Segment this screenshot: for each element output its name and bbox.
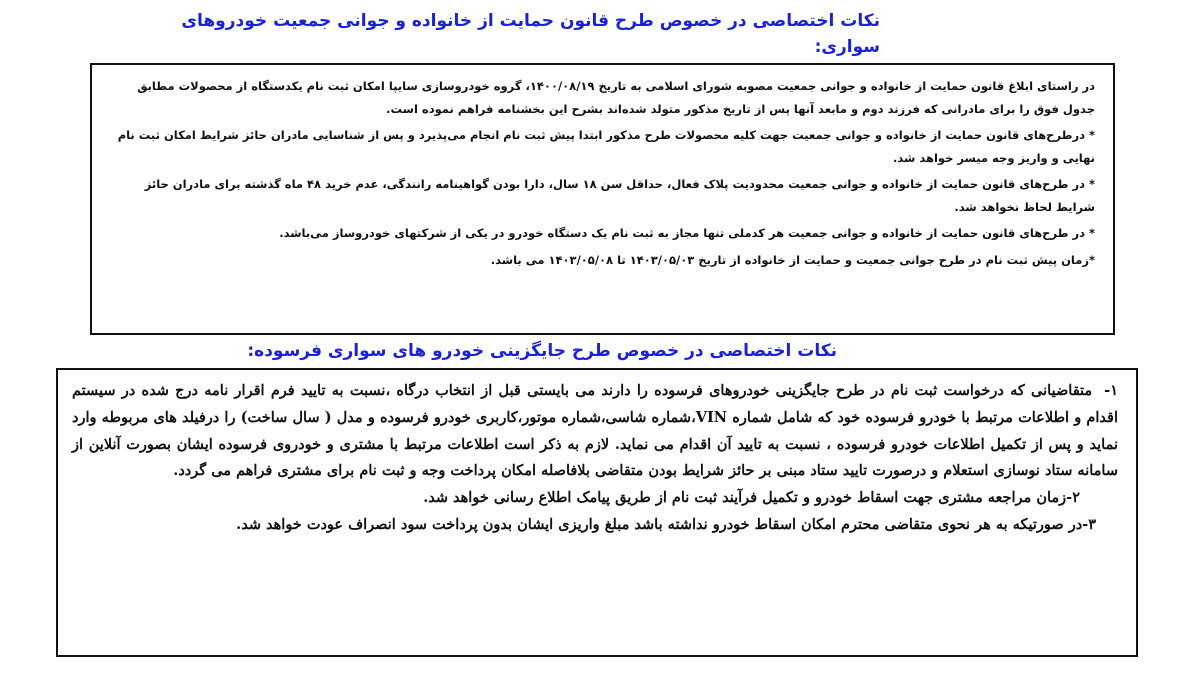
notes-paragraph-restrictions: * در طرح‌های قانون حمایت از خانواده و جوانی جمعیت محدودیت پلاک فعال، حداقل سن ۱۸ سال، دارا بودن گواهینامه رانندگی، عدم خرید ۴۸ ماه گذشته برای مادران حائز شرایط لحاظ نخواهد شد.: [144, 177, 1095, 214]
old-car-replacement-notes-box: [56, 368, 1138, 657]
replacement-item-1: [72, 378, 1118, 485]
replacement-item-2: ۲-زمان مراجعه مشتری جهت اسقاط خودرو و تکمیل فرآیند ثبت نام از طریق پیامک اطلاع رسانی خواهد شد.: [423, 489, 1080, 507]
notes-paragraph-pre-registration: * درطرح‌های قانون حمایت از خانواده و جوانی جمعیت جهت کلیه محصولات طرح مذکور ابتدا پیش ثبت نام انجام می‌پذیرد و پس از شناسایی مادران حائز شرایط امکان ثبت نام نهایی و واریز وجه میسر خواهد شد.: [117, 128, 1095, 165]
section-heading-family-youth: نکات اختصاصی در خصوص طرح قانون حمایت از خانواده و جوانی جمعیت خودروهای سواری:: [181, 11, 880, 57]
replacement-item-3: ۳-در صورتیکه به هر نحوی متقاضی محترم امکان اسقاط خودرو نداشته باشد مبلغ واریزی ایشان بدون پرداخت سود انصراف عودت خواهد شد.: [236, 515, 1096, 533]
notes-paragraph-one-car-limit: * در طرح‌های قانون حمایت از خانواده و جوانی جمعیت هر کدملی تنها مجاز به ثبت نام یک دستگاه خودرو در یکی از شرکتهای خودروساز می‌باشد.: [279, 226, 1095, 240]
family-youth-notes-text: [112, 75, 1095, 275]
replacement-item-1-text: متقاضیانی که درخواست ثبت نام در طرح جایگزینی خودروهای فرسوده را دارند می بایستی قبل از انتخاب درگاه ،نسبت به تایید فرم اقرار نامه درج شده در سیستم اقدام و اطلاعات مرتبط با خودرو فرسوده خود که شامل شماره VIN،شماره شاسی،شماره موتور،کاربری خودرو فرسوده و مدل ( سال ساخت) را درفیلد های مربوطه وارد نماید و پس از تکمیل اطلاعات خودرو فرسوده ، نسبت به تایید آن اقدام می نماید. لازم به ذکر است اطلاعات مرتبط با مشتری و خودروی فرسوده ایشان بصورت آنلاین از سامانه ستاد نوسازی استعلام و درصورت تایید ستاد مبنی بر حائز شرایط بودن متقاضی بلافاصله امکان پرداخت وجه و ثبت نام برای مشتری فراهم می گردد.: [72, 382, 1118, 480]
notes-paragraph-intro: در راستای ابلاغ قانون حمایت از خانواده و جوانی جمعیت مصوبه شورای اسلامی به تاریخ ۱۴۰۰/۰۸/۱۹، گروه خودروسازی سایپا امکان ثبت نام یکدستگاه از محصولات مطابق جدول فوق را برای مادرانی که فرزند دوم و مابعد آنها پس از تاریخ مذکور متولد شده‌اند بشرح این بخشنامه فراهم نموده است.: [137, 79, 1095, 116]
replacement-item-1-number: ۱-: [1104, 382, 1118, 399]
family-youth-notes-box: [90, 63, 1115, 335]
old-car-replacement-notes-text: [72, 378, 1118, 539]
section-heading-old-car-replacement: نکات اختصاصی در خصوص طرح جایگزینی خودرو های سواری فرسوده:: [247, 341, 837, 361]
notes-paragraph-registration-dates: *زمان پیش ثبت نام در طرح جوانی جمعیت و حمایت از خانواده از تاریخ ۱۴۰۳/۰۵/۰۳ تا ۱۴۰۳/۰۵/۰۸ می باشد.: [490, 252, 1095, 267]
